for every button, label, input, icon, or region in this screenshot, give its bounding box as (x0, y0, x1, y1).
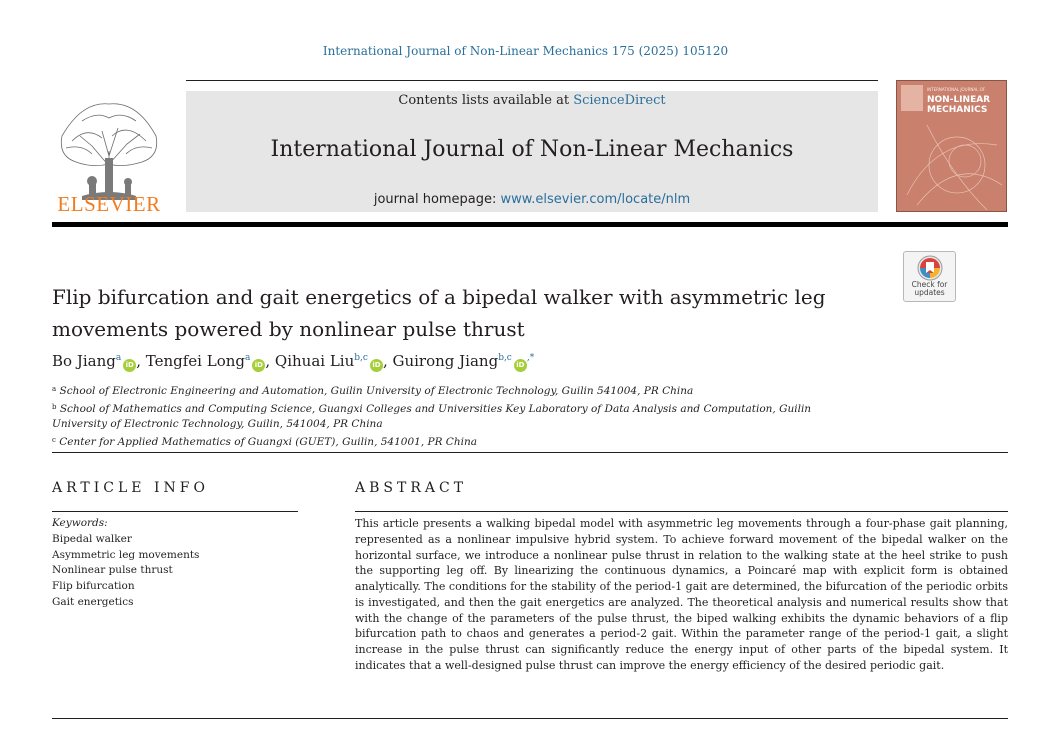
author-affil-sup[interactable]: b,c (498, 353, 512, 363)
keywords-label: Keywords: (52, 517, 108, 529)
affiliation-item (52, 400, 852, 433)
affiliation-text: School of Electronic Engineering and Automation, Guilin University of Electronic Technology, Guilin 541004, PR China (59, 385, 694, 397)
journal-masthead (186, 91, 878, 212)
section-divider (52, 452, 1008, 453)
journal-citation[interactable]: International Journal of Non-Linear Mechanics 175 (2025) 105120 (322, 44, 729, 58)
affiliation-text: Center for Applied Mathematics of Guangxi (GUET), Guilin, 541001, PR China (59, 435, 477, 448)
author-affil-sup[interactable]: a (245, 353, 251, 363)
cover-artwork (897, 115, 1007, 212)
orcid-icon[interactable]: iD (514, 359, 527, 372)
author-name[interactable]: Qihuai Liu (274, 352, 355, 370)
header-thick-rule (52, 222, 1008, 227)
orcid-icon[interactable]: iD (252, 359, 265, 372)
badge-line2: updates (914, 288, 945, 297)
journal-cover-image[interactable] (896, 80, 1007, 212)
header-top-rule (186, 80, 878, 81)
keyword-item: Nonlinear pulse thrust (52, 564, 173, 577)
author-name[interactable]: Guirong Jiang (392, 352, 499, 370)
affiliation-text: School of Mathematics and Computing Science, Guangxi Colleges and Universities Key Laboratory of Data Analysis and Computation, Guilin University of Electronic Technology, Guilin, 541004, PR China (52, 402, 812, 430)
keyword-item: Asymmetric leg movements (52, 548, 200, 561)
journal-homepage-link[interactable]: www.elsevier.com/locate/nlm (500, 192, 691, 207)
abstract-heading: ABSTRACT (355, 480, 468, 496)
article-title: Flip bifurcation and gait energetics of a bipedal walker with asymmetric leg movements powered by nonlinear pulse thrust (52, 285, 826, 341)
orcid-icon[interactable]: iD (123, 359, 136, 372)
homepage-line (186, 192, 878, 207)
affiliation-sup: c (52, 435, 56, 444)
keyword-item: Bipedal walker (52, 532, 132, 545)
author-name[interactable]: Bo Jiang (52, 352, 116, 370)
author-list: Bo Jiang$^a$iD , Tengfei Long$^a$iD , Qihuai Liu$^{b,c}$iD , Guirong Jiang$^{b,c}$iD,* (52, 352, 535, 370)
corresponding-author-mark[interactable]: ,* (526, 353, 535, 363)
corresponding-asterisk[interactable]: * (529, 353, 535, 363)
article-info-rule (52, 511, 298, 512)
keyword-item: Flip bifurcation (52, 580, 135, 593)
check-for-updates-badge[interactable] (903, 251, 956, 302)
footer-rule (52, 718, 1008, 719)
affiliation-sup: b (52, 402, 57, 411)
affiliation-item (52, 433, 852, 451)
elsevier-wordmark[interactable]: ELSEVIER (57, 192, 161, 216)
author-affil-sup[interactable]: a (115, 353, 122, 363)
journal-title: International Journal of Non-Linear Mechanics (270, 137, 794, 162)
contents-prefix: Contents lists available at (398, 93, 574, 108)
affiliation-item (52, 382, 852, 400)
sciencedirect-link[interactable]: ScienceDirect (573, 93, 666, 108)
check-updates-icon (917, 255, 943, 281)
author-name[interactable]: Tengfei Long (145, 352, 245, 370)
affiliation-list (52, 382, 852, 450)
orcid-icon[interactable]: iD (370, 359, 383, 372)
homepage-prefix: journal homepage: (373, 192, 501, 207)
cover-title: NON-LINEAR MECHANICS (927, 95, 991, 115)
keyword-item: Gait energetics (52, 595, 134, 608)
keywords-block (52, 516, 298, 611)
cover-logo-block (901, 85, 923, 111)
contents-line (186, 93, 878, 108)
author-affil-sup[interactable]: b,c (354, 353, 368, 363)
affiliation-sup: a (52, 385, 57, 393)
abstract-rule (355, 511, 1008, 512)
badge-line1: Check for (911, 280, 948, 289)
article-info-heading: ARTICLE INFO (52, 480, 209, 496)
check-updates-text (904, 281, 955, 297)
abstract-text: This article presents a walking bipedal model with asymmetric leg movements through a four-phase gait planning, represented as a nonlinear impulsive hybrid system. To achieve forward movement of the bipedal walker on the horizontal surface, we introduce a nonlinear pulse thrust in relation to the walking state at the heel strike to push the supporting leg off. By linearizing the continuous dynamics, a Poincaré map with explicit form is obtained analytically. The conditions for the stability of the period-1 gait are determined, the bifurcation of the periodic orbits is investigated, and then the gait energetics are analyzed. The theoretical analysis and numerical results show that with the change of the parameters of the pulse thrust, the biped walking exhibits the dynamic behaviors of a flip bifurcation path to chaos and generates a period-2 gait. Within the parameter range of the period-1 gait, a slight increase in the pulse thrust can significantly reduce the energy input of other parts of the bipedal system. It indicates that a well-designed pulse thrust can improve the energy efficiency of the desired periodic gait. (355, 517, 1008, 672)
cover-subtitle: INTERNATIONAL JOURNAL OF (927, 87, 986, 92)
